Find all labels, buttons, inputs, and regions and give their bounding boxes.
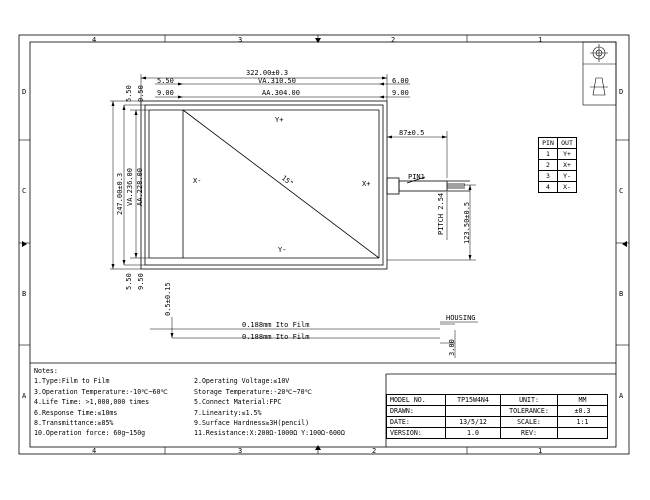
notes-title: Notes: bbox=[34, 367, 58, 375]
title-block-row bbox=[387, 395, 608, 406]
panel-diagonal-size: 15" bbox=[279, 173, 295, 189]
note-item: 1.Type:Film to Film bbox=[34, 377, 110, 386]
tolerance-value: ±0.3 bbox=[558, 406, 608, 417]
unit-value: MM bbox=[558, 395, 608, 406]
pin-row bbox=[539, 182, 577, 193]
notes-row bbox=[34, 408, 345, 418]
housing-label: HOUSING bbox=[446, 314, 476, 322]
dim-left-5-50: 5.50 bbox=[157, 77, 174, 85]
title-block-row bbox=[387, 406, 608, 417]
pin-number: 1 bbox=[539, 149, 558, 160]
zone-label-bottom-4: 4 bbox=[92, 447, 97, 455]
notes-block bbox=[34, 366, 345, 439]
model-no-label: MODEL NO. bbox=[387, 395, 446, 406]
zone-label-top-1: 1 bbox=[538, 36, 543, 44]
note-item: 2.Operating Voltage:≤10V bbox=[194, 377, 290, 386]
pin-number: 2 bbox=[539, 160, 558, 171]
zone-label-right-d: D bbox=[619, 88, 624, 96]
pin-output: Y+ bbox=[558, 149, 577, 160]
zone-label-right-b: B bbox=[619, 290, 624, 298]
dim-thickness-top: 0.5±0.15 bbox=[164, 282, 172, 316]
note-item: 6.Response Time:≤10ms bbox=[34, 408, 118, 417]
title-block-row bbox=[387, 417, 608, 428]
version-label: VERSION: bbox=[387, 428, 446, 439]
note-item: Storage Temperature:-20℃~70℃ bbox=[194, 387, 313, 396]
zone-label-bottom-2: 2 bbox=[372, 447, 377, 455]
zone-label-bottom-3: 3 bbox=[238, 447, 243, 455]
title-block-row bbox=[387, 428, 608, 439]
scale-label: SCALE: bbox=[501, 417, 558, 428]
zone-label-top-2: 2 bbox=[391, 36, 396, 44]
pin-number: 4 bbox=[539, 182, 558, 193]
film-label-1: 0.188mm Ito Film bbox=[242, 321, 310, 329]
panel-label-y-minus: Y- bbox=[278, 246, 287, 254]
notes-row bbox=[34, 418, 345, 428]
pin-row bbox=[539, 160, 577, 171]
pin-output: X- bbox=[558, 182, 577, 193]
dim-overall-width: 322.00±0.3 bbox=[246, 69, 289, 77]
dim-right-6-00: 6.00 bbox=[392, 77, 409, 85]
pin1-label: PIN1 bbox=[408, 173, 425, 181]
pin-output: X+ bbox=[558, 160, 577, 171]
note-item: 10.Operation force: 60g~150g bbox=[34, 429, 146, 438]
zone-label-right-a: A bbox=[619, 392, 624, 400]
drawn-value bbox=[446, 406, 501, 417]
dim-aa-height: AA.228.00 bbox=[136, 168, 144, 206]
zone-label-bottom-1: 1 bbox=[538, 447, 543, 455]
dim-va-height: VA.236.00 bbox=[126, 168, 134, 206]
dim-right-9-00: 9.00 bbox=[392, 89, 409, 97]
rev-value bbox=[558, 428, 608, 439]
panel-label-y-plus: Y+ bbox=[275, 116, 284, 124]
zone-label-left-b: B bbox=[22, 290, 27, 298]
scale-value: 1:1 bbox=[558, 417, 608, 428]
note-item: 3.Operation Temperature:-10℃~60℃ bbox=[34, 387, 168, 396]
dim-tail-offset: 123.50±0.5 bbox=[463, 201, 471, 244]
panel-label-x-minus: X- bbox=[193, 177, 202, 185]
note-item: 5.Connect Material:FPC bbox=[194, 398, 282, 407]
pin-table-header bbox=[539, 138, 577, 149]
pin-row bbox=[539, 149, 577, 160]
drawn-label: DRAWN: bbox=[387, 406, 446, 417]
zone-label-left-c: C bbox=[22, 187, 27, 195]
dim-bottom-5-50: 5.50 bbox=[125, 273, 133, 290]
unit-label: UNIT: bbox=[501, 395, 558, 406]
notes-row bbox=[34, 397, 345, 407]
pin-row bbox=[539, 171, 577, 182]
dim-aa-width: AA.304.00 bbox=[262, 89, 300, 97]
note-item: 7.Linearity:≤1.5% bbox=[194, 408, 262, 417]
tolerance-label: TOLERANCE: bbox=[501, 406, 558, 417]
film-label-2: 0.188mm Ito Film bbox=[242, 333, 310, 341]
note-item: 11.Resistance:X:200Ω-1000Ω Y:100Ω-600Ω bbox=[194, 429, 345, 438]
dim-pitch: PITCH 2.54 bbox=[437, 192, 445, 235]
zone-label-left-a: A bbox=[22, 392, 27, 400]
note-item: 8.Transmittance:≥85% bbox=[34, 419, 114, 428]
date-label: DATE: bbox=[387, 417, 446, 428]
notes-row bbox=[34, 428, 345, 438]
zone-label-top-4: 4 bbox=[92, 36, 97, 44]
pin-number: 3 bbox=[539, 171, 558, 182]
out-header: OUT bbox=[558, 138, 577, 149]
pin-output: Y- bbox=[558, 171, 577, 182]
dim-thickness-total: 3.00 bbox=[448, 339, 456, 356]
note-item: 4.Life Time: >1,000,000 times bbox=[34, 398, 150, 407]
notes-row bbox=[34, 387, 345, 397]
note-item: 9.Surface Hardness≥3H(pencil) bbox=[194, 419, 310, 428]
panel-label-x-plus: X+ bbox=[362, 180, 371, 188]
zone-label-top-3: 3 bbox=[238, 36, 243, 44]
zone-label-left-d: D bbox=[22, 88, 27, 96]
dim-left-9-00: 9.00 bbox=[157, 89, 174, 97]
model-no-value: TP15W4N4 bbox=[446, 395, 501, 406]
zone-label-right-c: C bbox=[619, 187, 624, 195]
pin-table bbox=[538, 137, 577, 193]
pin-header: PIN bbox=[539, 138, 558, 149]
rev-label: REV: bbox=[501, 428, 558, 439]
dim-top-5-50: 5.50 bbox=[125, 85, 133, 102]
dim-va-width: VA.310.50 bbox=[258, 77, 296, 85]
dim-tail-length: 87±0.5 bbox=[399, 129, 425, 137]
dim-top-9-50: 9.50 bbox=[137, 85, 145, 102]
dim-overall-height: 247.00±0.3 bbox=[116, 172, 124, 215]
title-block bbox=[386, 394, 608, 439]
date-value: 13/5/12 bbox=[446, 417, 501, 428]
version-value: 1.0 bbox=[446, 428, 501, 439]
dim-bottom-9-50: 9.50 bbox=[137, 273, 145, 290]
notes-row bbox=[34, 376, 345, 386]
